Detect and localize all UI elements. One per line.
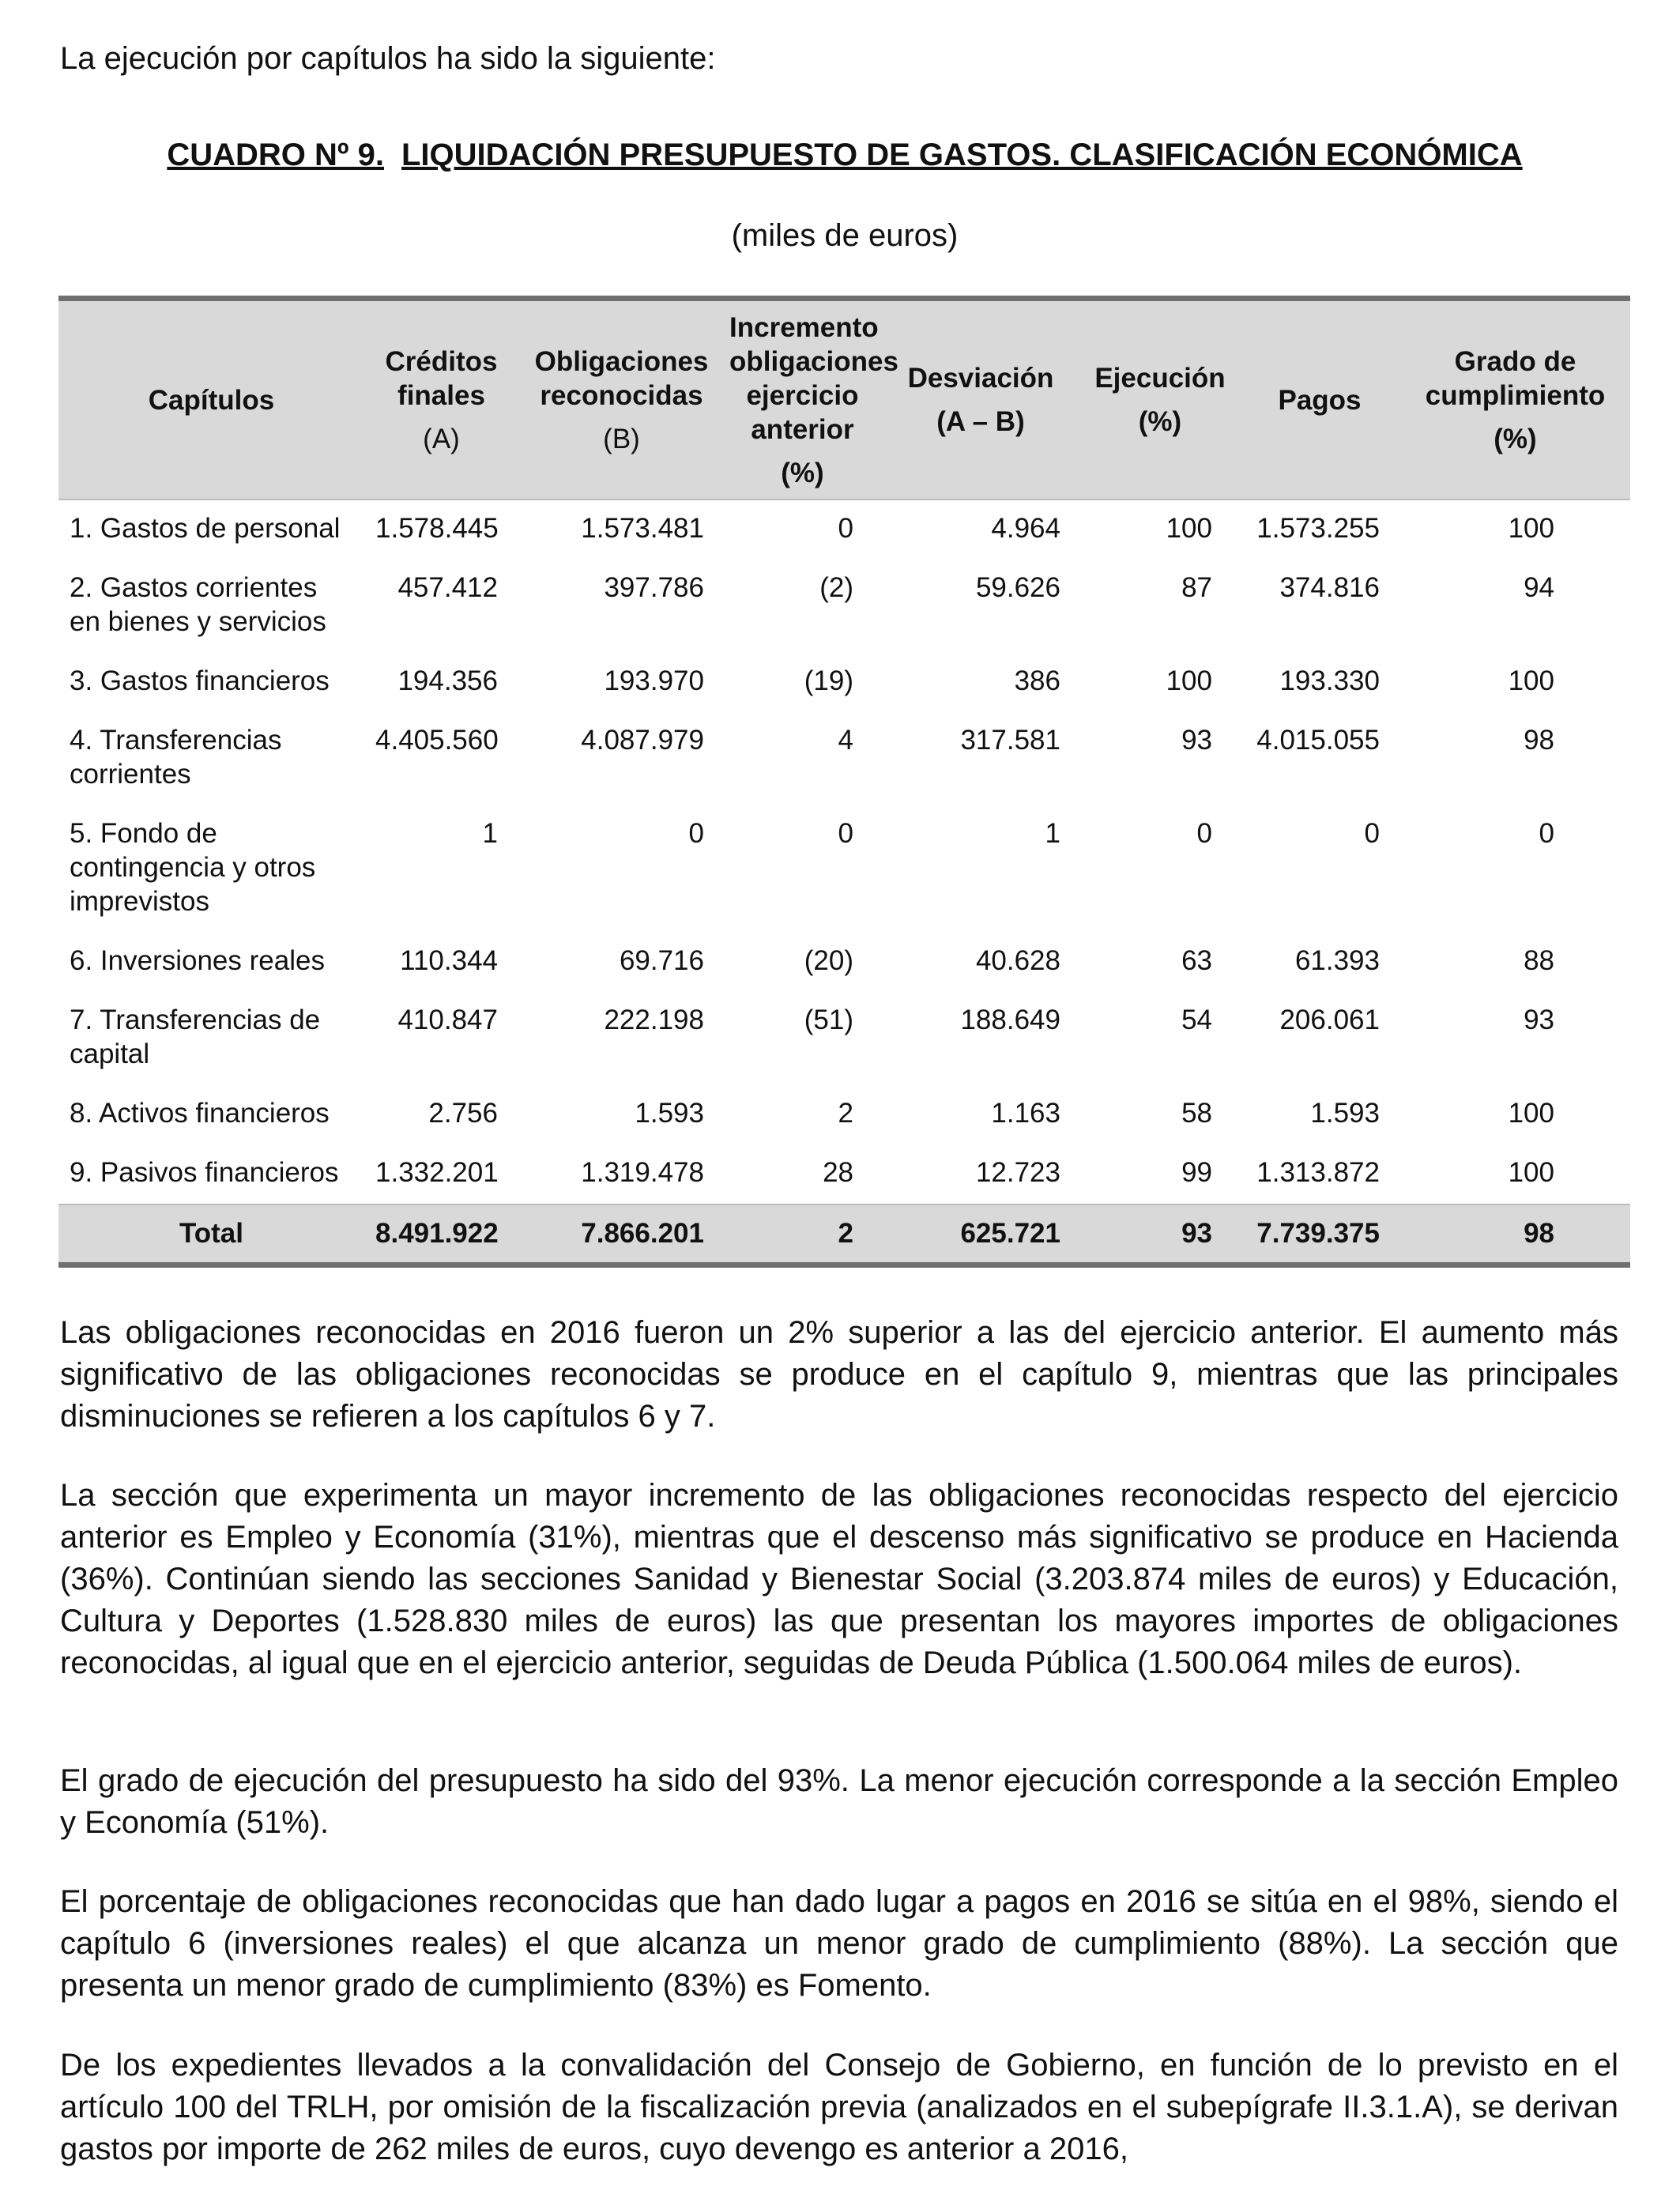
header-obligaciones	[518, 299, 725, 500]
cell-desviacion: 1	[1045, 818, 1060, 849]
cell-incremento: 0	[838, 818, 853, 849]
cell-pagos: 206.061	[1279, 1005, 1380, 1035]
cell-incremento: (20)	[804, 945, 853, 976]
cell-incremento: 28	[823, 1157, 853, 1188]
table-row	[58, 560, 1630, 653]
header-pagos	[1239, 299, 1400, 500]
cell-grado: 100	[1508, 665, 1554, 696]
header-line: Ejecución	[1094, 363, 1226, 394]
cell-creditos: 1.578.445	[375, 513, 499, 544]
table-footer	[58, 1204, 1630, 1265]
table-row	[58, 933, 1630, 992]
total-incremento: 2	[725, 1204, 880, 1265]
cell-creditos: 1	[482, 818, 498, 849]
cell-ejecucion: 87	[1181, 572, 1212, 603]
header-line: anterior	[751, 413, 854, 445]
cell-creditos: 2.756	[428, 1098, 498, 1129]
cell-creditos: 410.847	[397, 1005, 498, 1035]
table-row	[58, 653, 1630, 712]
cell-incremento: 4	[838, 725, 853, 756]
cell-ejecucion: 58	[1181, 1098, 1212, 1129]
cell-grado: 93	[1524, 1005, 1554, 1035]
cell-ejecucion: 100	[1166, 665, 1212, 696]
table-row	[58, 805, 1630, 933]
table-row	[58, 712, 1630, 805]
total-grado: 98	[1400, 1204, 1630, 1265]
total-obligaciones: 7.866.201	[518, 1204, 725, 1265]
cell-incremento: 2	[838, 1098, 853, 1129]
cell-obligaciones: 0	[688, 818, 704, 849]
cell-desviacion: 386	[1014, 665, 1060, 696]
header-line: cumplimiento	[1425, 379, 1606, 411]
cell-obligaciones: 397.786	[604, 572, 704, 603]
cell-obligaciones: 1.573.481	[581, 513, 704, 544]
header-incremento	[725, 299, 898, 500]
cell-grado: 100	[1508, 1098, 1554, 1129]
cell-ejecucion: 63	[1181, 945, 1212, 976]
header-row	[58, 299, 1630, 500]
cell-pagos: 193.330	[1279, 665, 1380, 696]
paragraph: El porcentaje de obligaciones reconocidas que han dado lugar a pagos en 2016 se sitúa en el 98%, siendo el capítulo 6 (inversiones reales) el que alcanza un menor grado de cumplimiento (88%). La sección que presenta un menor grado de cumplimiento (83%) es Fomento.	[60, 1884, 1618, 2003]
cell-incremento: (51)	[804, 1005, 853, 1035]
total-desviacion: 625.721	[880, 1204, 1081, 1265]
header-line: Capítulos	[148, 384, 275, 416]
header-line: finales	[397, 379, 485, 411]
cell-obligaciones: 193.970	[604, 665, 704, 696]
intro-text: La ejecución por capítulos ha sido la siguiente:	[60, 41, 716, 76]
row-label: 7. Transferencias de capital	[70, 1005, 321, 1069]
table-body	[58, 499, 1630, 1204]
cell-pagos: 1.313.872	[1256, 1157, 1380, 1188]
cell-incremento: 0	[838, 513, 853, 544]
row-label: 3. Gastos financieros	[70, 665, 330, 696]
cell-ejecucion: 54	[1181, 1005, 1212, 1035]
cell-ejecucion: 93	[1181, 725, 1212, 756]
cell-grado: 0	[1539, 818, 1554, 849]
paragraph: La sección que experimenta un mayor incremento de las obligaciones reconocidas respecto del ejercicio anterior es Empleo y Economía (31%), mientras que el descenso más significativo se produce en Hacienda (36%). Continúan siendo las secciones Sanidad y Bienestar Social (3.203.874 miles de euros) y Educación, Cultura y Deportes (1.528.830 miles de euros) las que presentan los mayores importes de obligaciones reconocidas, al igual que en el ejercicio anterior, seguidas de Deuda Pública (1.500.064 miles de euros).	[60, 1478, 1618, 1680]
cell-ejecucion: 100	[1166, 513, 1212, 544]
cell-creditos: 457.412	[397, 572, 498, 603]
header-line: ejercicio	[746, 379, 859, 411]
cell-desviacion: 40.628	[975, 945, 1060, 976]
cell-obligaciones: 222.198	[604, 1005, 704, 1035]
table-units: (miles de euros)	[731, 218, 959, 253]
budget-table	[58, 296, 1630, 1268]
total-ejecucion: 93	[1081, 1204, 1239, 1265]
cell-obligaciones: 1.319.478	[581, 1157, 704, 1188]
cell-obligaciones: 1.593	[635, 1098, 704, 1129]
table-row	[58, 992, 1630, 1085]
cell-creditos: 4.405.560	[375, 725, 499, 756]
cell-incremento: (19)	[804, 665, 853, 696]
table-title-text: LIQUIDACIÓN PRESUPUESTO DE GASTOS. CLASIFICACIÓN ECONÓMICA	[401, 138, 1523, 172]
cell-pagos: 374.816	[1279, 572, 1380, 603]
cell-desviacion: 12.723	[975, 1157, 1060, 1188]
header-line: (A)	[423, 423, 460, 454]
table-row	[58, 1144, 1630, 1204]
cell-grado: 88	[1524, 945, 1554, 976]
cell-obligaciones: 69.716	[619, 945, 704, 976]
row-label: 9. Pasivos financieros	[70, 1157, 339, 1188]
cell-pagos: 1.593	[1310, 1098, 1380, 1129]
row-label: 5. Fondo de contingencia y otros imprevistos	[70, 818, 316, 917]
cell-grado: 100	[1508, 513, 1554, 544]
header-line: (%)	[1494, 423, 1537, 454]
paragraph: De los expedientes llevados a la convalidación del Consejo de Gobierno, en función de lo previsto en el artículo 100 del TRLH, por omisión de la fiscalización previa (analizados en el subepígrafe II.3.1.A), se derivan gastos por importe de 262 miles de euros, cuyo devengo es anterior a 2016,	[60, 2048, 1618, 2166]
cell-creditos: 1.332.201	[375, 1157, 499, 1188]
header-line: reconocidas	[540, 379, 703, 411]
total-label: Total	[58, 1204, 364, 1265]
header-line: (B)	[603, 423, 640, 454]
header-line: Desviación	[907, 363, 1054, 394]
cell-desviacion: 1.163	[991, 1098, 1060, 1129]
cell-ejecucion: 0	[1196, 818, 1212, 849]
header-line: Pagos	[1278, 384, 1362, 416]
header-desviacion	[880, 299, 1081, 500]
total-row	[58, 1204, 1630, 1265]
row-label: 2. Gastos corrientes en bienes y servicios	[70, 572, 326, 637]
cell-obligaciones: 4.087.979	[581, 725, 704, 756]
cell-pagos: 0	[1364, 818, 1380, 849]
header-line: (%)	[781, 457, 824, 488]
table-header	[58, 299, 1630, 500]
header-line: (A – B)	[936, 406, 1025, 437]
header-line: Grado de	[1454, 345, 1576, 377]
header-ejecucion	[1081, 299, 1239, 500]
cell-desviacion: 4.964	[991, 513, 1060, 544]
row-label: 4. Transferencias corrientes	[70, 725, 282, 790]
cell-pagos: 4.015.055	[1256, 725, 1380, 756]
table-title	[60, 134, 1629, 175]
header-line: Incremento	[729, 311, 879, 343]
table-row	[58, 1085, 1630, 1144]
cell-grado: 94	[1524, 572, 1554, 603]
row-label: 6. Inversiones reales	[70, 945, 325, 976]
total-creditos: 8.491.922	[364, 1204, 518, 1265]
cell-pagos: 61.393	[1294, 945, 1380, 976]
header-line: Obligaciones	[534, 345, 709, 377]
row-label: 1. Gastos de personal	[70, 513, 341, 544]
table-number: CUADRO Nº 9.	[167, 138, 384, 172]
header-capitulos	[58, 299, 364, 500]
row-label: 8. Activos financieros	[70, 1098, 330, 1129]
cell-ejecucion: 99	[1181, 1157, 1212, 1188]
cell-desviacion: 188.649	[960, 1005, 1060, 1035]
cell-incremento: (2)	[819, 572, 853, 603]
header-creditos	[364, 299, 518, 500]
paragraph: El grado de ejecución del presupuesto ha sido del 93%. La menor ejecución corresponde a la sección Empleo y Economía (51%).	[60, 1763, 1618, 1840]
header-line: Créditos	[385, 345, 498, 377]
cell-grado: 98	[1524, 725, 1554, 756]
cell-creditos: 110.344	[400, 945, 498, 976]
header-line: (%)	[1138, 406, 1182, 437]
table-row	[58, 499, 1630, 560]
cell-creditos: 194.356	[397, 665, 498, 696]
cell-desviacion: 59.626	[975, 572, 1060, 603]
paragraph: Las obligaciones reconocidas en 2016 fueron un 2% superior a las del ejercicio anterior. El aumento más significativo de las obligaciones reconocidas se produce en el capítulo 9, mientras que las principales disminuciones se refieren a los capítulos 6 y 7.	[60, 1315, 1618, 1434]
header-line: obligaciones	[729, 345, 898, 377]
header-grado	[1400, 299, 1630, 500]
cell-desviacion: 317.581	[960, 725, 1060, 756]
cell-pagos: 1.573.255	[1256, 513, 1380, 544]
total-pagos: 7.739.375	[1239, 1204, 1400, 1265]
cell-grado: 100	[1508, 1157, 1554, 1188]
